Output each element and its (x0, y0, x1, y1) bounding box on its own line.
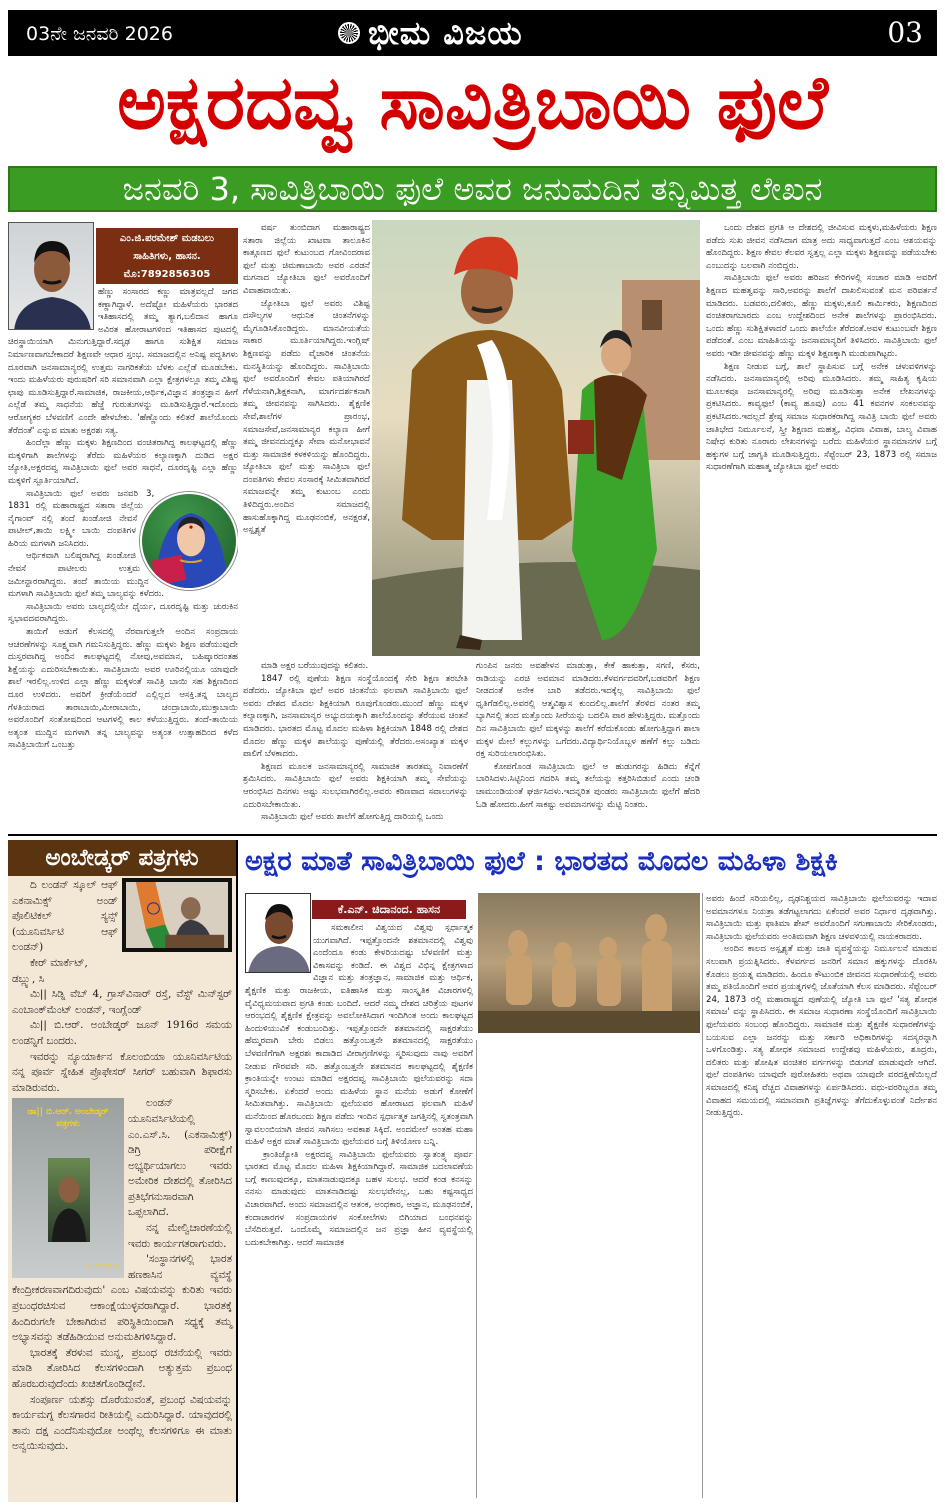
article1-column-2 (243, 222, 370, 647)
paragraph: ಒಂದು ದೇಶದ ಪ್ರಗತಿ ಆ ದೇಶದಲ್ಲಿ ಜೀವಿಸುವ ಮಕ್ಕಳು,ಮಹಿಳೆಯರು ಶಿಕ್ಷಣ ಪಡೆದು ಸುಖ ಜೀವನ ನಡೆಸಿದಾಗ ಮಾತ್ರ ಅದು ಸಾಧ್ಯವಾಗುತ್ತದೆ ಎಂಬ ಆಶಯವನ್ನು ಹೊಂದಿದ್ದರು. ಶಿಕ್ಷಣ ಕೇವಲ ಕೆಲವರ ಸ್ವತ್ತಲ್ಲ ಎಲ್ಲಾ ಮಕ್ಕಳು ಶಿಕ್ಷಣವನ್ನು ಪಡೆಯಬೇಕು ಎಂಬುದನ್ನು ಬಲವಾಗಿ ನಂಬಿದ್ದರು. (706, 223, 937, 271)
paragraph: ಆರ್ಥಿಕವಾಗಿ ಬಲಿಷ್ಠರಾಗಿದ್ದ ಖಂಡೋಜಿ ನೇವಸೆ ಪಾಟೀಲರು ಉತ್ತಮ ಜಮೀನ್ದಾರರಾಗಿದ್ದರು. ತಂದೆ ತಾಯಿಯ ಮುದ್ದಿನ ಮಗಳಾಗಿ ಸಾವಿತ್ರಿಬಾಯಿ ಫುಲೆ ತಮ್ಮ ಬಾಲ್ಯವನ್ನು ಕಳೆದರು. (8, 551, 165, 600)
article2-column-3 (706, 893, 937, 1498)
paragraph: ಸಾವಿತ್ರಿಬಾಯಿ ಅವರು ಬಾಲ್ಯದಲ್ಲಿಯೇ ಧೈರ್ಯ, ದೂರದೃಷ್ಟಿ ಮತ್ತು ಚುರುಕಿನ ಸ್ವಭಾವದವರಾಗಿದ್ದರು. (8, 601, 238, 625)
newspaper-logo (338, 14, 523, 52)
paragraph: ದಿ ಲಂಡನ್ ಸ್ಕೂಲ್ ಆಫ್ ಎಕನಾಮಿಕ್ಸ್ ಅಂಡ್ ಪೊಲಿಟಿಕಲ್ ಸ್ಯನ್ಸ್ (ಯೂನಿವರ್ಸಿಟಿ ಆಫ್ ಲಂಡನ್) (12, 879, 118, 954)
ambedkar-desk-image (126, 882, 228, 948)
masthead-bar (8, 10, 937, 56)
paragraph: ನನ್ನ ಮೇಲ್ವಿಚಾರಣೆಯಲ್ಲಿ ಇವರು ಕಾರ್ಯಗತರಾಗುವರು. (128, 1222, 232, 1250)
column-rule (702, 893, 703, 1498)
paragraph: ಹೆಣ್ಣು ಸಂಸಾರದ ಕಣ್ಣು ಮಾತ್ರವಲ್ಲದೆ ಜಗದ ಕಣ್ಣಾಗಿದ್ದಾಳೆ. ಅದೆಷ್ಟೋ ಮಹಿಳೆಯರು ಭಾರತದ ಇತಿಹಾಸದಲ್ಲಿ ತಮ್ಮ ತ್ಯಾಗ,ಬಲಿದಾನ ಹಾಗೂ ಅವಿರತ ಹೋರಾಟಗಳಿಂದ ಇತಿಹಾಸದ ಪುಟದಲ್ಲಿ ಚಿರಸ್ಥಾಯಿಯಾಗಿ ಮಿನುಗುತ್ತಿದ್ದಾರೆ.ಸದೃಢ ಹಾಗೂ ಸುಶಿಕ್ಷಿತ ಸಮಾಜ ನಿರ್ಮಾಣವಾಗಬೇಕಾದರೆ ಶಿಕ್ಷಣವೇ ಆಧಾರ ಸ್ತಂಭ. ಸಮಾಜದಲ್ಲಿನ ಅನಿಷ್ಟ ಪದ್ಧತಿಗಳು ದೂರವಾಗಿ ಜನಸಾಮಾನ್ಯರಲ್ಲಿ ಉತ್ತಮ ನಾಗರಿಕತೆಯ ಬೆಳಕು ಎಲ್ಲೆಡೆ ಮೂಡಬೇಕು. ಇಂದು ಮಹಿಳೆಯರು ಪುರುಷರಿಗೆ ಸರಿ ಸಮಾನವಾಗಿ ಎಲ್ಲಾ ಕ್ಷೇತ್ರಗಳಲ್ಲೂ ತಮ್ಮ ವಿಶಿಷ್ಟ ಛಾಪು ಮೂಡಿಸುತ್ತಿದ್ದಾರೆ.ಸಾಮಾಜಿಕ, ರಾಜಕೀಯ,ಆರ್ಥಿಕ,ವಿಜ್ಞಾನ ತಂತ್ರಜ್ಞಾನ ಹೀಗೆ ಎಲ್ಲೆಡೆ ತಮ್ಮ ಸಾಧನೆಯ ಹೆಜ್ಜೆ ಗುರುತುಗಳನ್ನು ಮೂಡಿಸುತ್ತಿದ್ದಾರೆ.ಇದೊಂದು ಆರೋಗ್ಯಕರ ಬೆಳವಣಿಗೆ ಎಂದೇ ಹೇಳಬೇಕು. 'ಹೆಣ್ಣೊಂದು ಕಲಿತರೆ ಶಾಲೆಯೊಂದು ತೆರೆದಂತೆ' ಎನ್ನುವ ಮಾತು ಅಕ್ಷರಶಃ ಸತ್ಯ. (8, 287, 238, 436)
paragraph: ಸಂಪೂರ್ಣ ಯಶಸ್ಸು ದೊರೆಯುವಂತೆ, ಪ್ರಬಂಧ ವಿಷಯವನ್ನು ಕಾರ್ಯಮಗ್ನ ಕೆಲಸಗಾರನ ರೀತಿಯಲ್ಲಿ ಎದುರಿಸಿದ್ದಾರೆ. ಯಾವುದರಲ್ಲಿ ತಾನು ದಕ್ಷ ಎಂದೆನಿಸುವುದೋ ಅಂಥೆಲ್ಲ ಕೆಲಸಗಳಿಗೂ ಈ ಮಾತು ಅನ್ವಯಿಸುವುದು. (12, 1393, 232, 1453)
savitribai-sculpture-image (478, 893, 700, 1033)
article2-author-byline: ಕೆ.ಎನ್. ಚಿದಾನಂದ. ಹಾಸನ (312, 900, 466, 919)
article1-column-4 (706, 222, 937, 830)
article1-column-1 (8, 222, 238, 830)
paragraph: ಭಾರತಕ್ಕೆ ತೆರಳುವ ಮುನ್ನ, ಪ್ರಬಂಧ ರಚನೆಯಲ್ಲಿ ಇವರು ಮಾಡಿ ತೋರಿಸಿದ ಕೆಲಸಗಳಿಂದಾಗಿ ಅತ್ಯುತ್ತಮ ಪ್ರಬಂಧ ಹೊರಬರುವುದೆಂದು ಖಚಿತಗೊಂಡಿದ್ದೇನೆ. (12, 1346, 232, 1390)
ashoka-chakra-icon (338, 22, 360, 44)
author-role: ಸಾಹಿತಿಗಳು, ಹಾಸನ. (133, 251, 201, 262)
ambedkar-portrait (48, 1158, 90, 1242)
jyotiba-savitribai-painting (372, 220, 700, 656)
sculpture-illustration (478, 893, 700, 1033)
ambedkar-letters-book-cover (12, 1098, 124, 1278)
paragraph: ಡಬ್ಲ್ಯು, ಸಿ (12, 972, 45, 985)
paragraph: ಕೇರ್ ಮಾರ್ಕೆಟ್, (30, 956, 88, 969)
paragraph: ಮಾಡಿ ಅಕ್ಷರ ಬರೆಯುವುದನ್ನು ಕಲಿತರು. (261, 661, 369, 671)
paragraph: ಇವರನ್ನು ನ್ಯೂಯಾರ್ಕಿನ ಕೊಲಂಬಿಯಾ ಯೂನಿವರ್ಸಿಟಿಯ ನನ್ನ ಪೂರ್ವ ಸ್ನೇಹಿತ ಪ್ರೊಫೇಸರ್ ಸೀಗರ್ ಬಹುವಾಗಿ ಶಿಫಾರಸು ಮಾಡಿರುವರು. (12, 1050, 232, 1094)
paragraph: ಗುಂಪಿನ ಜನರು ಅವಹೇಳನ ಮಾಡುತ್ತಾ, ಕೇಕೆ ಹಾಕುತ್ತಾ, ಸಗಣಿ, ಕೆಸರು, ರಾಡಿಯನ್ನು ಎರಚಿ ಅವಮಾನ ಮಾಡಿದರು.ಕೆಳವರ್ಗದವರಿಗೆ,ಬಡವರಿಗೆ ಶಿಕ್ಷಣ ನೀಡದಂತೆ ಅನೇಕ ಬಾರಿ ತಡೆದರು.ಇದಕ್ಕೆಲ್ಲ ಸಾವಿತ್ರಿಬಾಯಿ ಫುಲೆ ಧೃತಿಗೆಡಲಿಲ್ಲ.ಅವರಲ್ಲಿ ಆತ್ಮವಿಶ್ವಾಸ ಕುಂದಲಿಲ್ಲ.ಶಾಲೆಗೆ ತೆರಳಿದ ನಂತರ ತಮ್ಮ ಬ್ಯಾಗಿನಲ್ಲಿ ತಂದ ಮತ್ತೊಂದು ಸೀರೆಯನ್ನು ಬದಲಿಸಿ ಪಾಠ ಹೇಳುತ್ತಿದ್ದರು. ಮತ್ತೊಂದು ದಿನ ಸಾವಿತ್ರಿಬಾಯಿ ಫುಲೆ ಮಕ್ಕಳನ್ನು ಶಾಲೆಗೆ ಕರೆದುಕೊಂಡು ಹೋಗುತ್ತಿದ್ದಾಗ ಶಾಲಾ ಮಕ್ಕಳ ಮೇಲೆ ಕಲ್ಲುಗಳನ್ನು ಒಗೆದರು.ವಿದ್ಯಾರ್ಥಿನಿಯೊಬ್ಬಳ ಹಣೆಗೆ ಕಲ್ಲು ಬಡಿದು ರಕ್ತ ಸುರಿಯಲಾರಂಭಿಸಿತು. (476, 661, 700, 760)
ambedkar-letters-column (8, 840, 238, 1502)
ambedkar-photo (122, 878, 232, 952)
paragraph: ಲಂಡನ್ ಯೂನಿವರ್ಸಿಟಿಯಲ್ಲಿ ಎಂ.ಎಸ್.ಸಿ. (ಎಕನಾಮಿಕ್ಸ್) ಡಿಗ್ರಿ ಪರೀಕ್ಷೆಗೆ ಅಭ್ಯರ್ಥಿಯಾಗಲು ಇವರು ಅಮೇರಿಕ ದೇಶದಲ್ಲಿ ತೋರಿಸಿದ ಪ್ರತಿಭೆಗನುಸಾರವಾಗಿ ಒಪ್ಪಲಾಗಿದೆ. (128, 1097, 232, 1219)
section-divider (8, 834, 937, 836)
paragraph: ಸಮಕಾಲೀನ ವಿಶ್ವಯದ ವಿಶ್ವವು ಸ್ಪರ್ಧಾತ್ಮಕ ಯುಗವಾಗಿದೆ. ಇಪ್ಪತ್ತೊಂದನೇ ಶತಮಾನದಲ್ಲಿ ವಿಶ್ವವು ಎಂದೆಂದೂ ಕಂಡು ಕೇಳರಿಯದಷ್ಟು ಬೆಳವಣಿಗೆ ಮತ್ತು ವಿಕಾಸವನ್ನು ಕಂಡಿದೆ. ಈ ವಿಶ್ವದ ವಿಭಿನ್ನ ಕ್ಷೇತ್ರಗಳಾದ ವಿಜ್ಞಾನ ಮತ್ತು ತಂತ್ರಜ್ಞಾನ, ಸಾಮಾಜಿಕ ಮತ್ತು ಆರ್ಥಿಕ, ಶೈಕ್ಷಣಿಕ ಮತ್ತು ರಾಜಕೀಯ, ಐತಿಹಾಸಿಕ ಮತ್ತು ಸಾಂಸ್ಕೃತಿಕ ವಿಚಾರಗಳಲ್ಲಿ ವೈವಿಧ್ಯಮಯವಾದ ಪ್ರಗತಿ ಕಂಡು ಬಂದಿದೆ. ಆದರೆ ನಮ್ಮ ದೇಶದ ಚರಿತ್ರೆಯ ಪುಟಗಳ ಆರಂಭದಲ್ಲಿ ಶೈಕ್ಷಣಿಕ ಕ್ಷೇತ್ರವನ್ನು ಅವಲೋಕಿಸಿದಾಗ ಇಂದಿಗಿಂತ ಅಂದು ಕಾಲಘಟ್ಟದ ಹಿಂದುಳಿಯುವಿಕೆ ಕಂಡುಬಂದಿತ್ತು. ಇಪ್ಪತ್ತೊಂದನೇ ಶತಮಾನದಲ್ಲಿ ಸಾಕ್ಷರತೆಯು ಹೆಮ್ಮರವಾಗಿ ಬೇರು ಬಿಡಲು ಹತ್ತೊಂಬತ್ತನೇ ಶತಮಾನದಲ್ಲಿ ಸಾಕ್ಷರತೆಯು ಬೆಳವಣಿಗೆಗಾಗಿ ಅಕ್ಷರಶಃ ಕಾದಾಡಿದ ವೀರಾಗ್ರಣಿಗಳನ್ನು ಸ್ಮರಿಸುವುದು ನಾವು ಅವರಿಗೆ ನೀಡುವ ಗೌರವವೇ ಸರಿ. ಹತ್ತೊಂಬತ್ತನೇ ಶತಮಾನದ ಕಾಲಘಟ್ಟದಲ್ಲಿ ಶೈಕ್ಷಣಿಕ ಕ್ರಾಂತಿಯನ್ನೇ ಉಂಟು ಮಾಡಿದ ಅಕ್ಷರದವ್ವ ಸಾವಿತ್ರಿಬಾಯಿ ಫುಲೆಯವರನ್ನು ಸದಾ ಸ್ಮರಿಸಬೇಕು. ಏಕೆಂದರೆ ಅಂದು ಮಹಿಳೆಯ ಸ್ಥಾನ ಮನೆಯ ಅಡುಗೆ ಕೋಣೆಗೆ ಸೀಮಿತವಾಗಿತ್ತು. ಸಾವಿತ್ರಿಬಾಯಿ ಫುಲೆಯವರ ಹೋರಾಟದ ಫಲವಾಗಿ ಮಹಿಳೆ ಮನೆಯಿಂದ ಹೊರಬಂದು ಶಿಕ್ಷಣ ಪಡೆದು ಇಂದಿನ ಸ್ಪರ್ಧಾತ್ಮಕ ಜಗತ್ತಿನಲ್ಲಿ ಸ್ವತಂತ್ರವಾಗಿ ಸ್ವಾವಲಂಬಿಯಾಗಿ ಜೀವನ ಸಾಗಿಸಲು ಅವಕಾಶ ಸಿಕ್ಕಿದೆ. ಅಂದಮೇಲೆ ಅಂತಹ ಮಹಾ ಮಹಿಳೆ ಅಕ್ಷರ ಮಾತೆ ಸಾವಿತ್ರಿಬಾಯಿ ಫುಲೆಯವರ ಬಗ್ಗೆ ತಿಳಿಯೋಣ ಬನ್ನಿ. (245, 923, 473, 1148)
paragraph: ಮಿ|| ಬಿ.ಆರ್. ಅಂಬೇಡ್ಕರ್ ಜೂನ್ 1916ರ ಸಮಯ ಲಂಡನ್ನಿಗೆ ಬಂದರು. (12, 1019, 232, 1047)
paragraph: ಶಿಕ್ಷಣ ನೀಡುವ ಬಗ್ಗೆ, ಶಾಲೆ ಸ್ಥಾಪಿಸುವ ಬಗ್ಗೆ ಅನೇಕ ಚಳುವಳಿಗಳನ್ನು ನಡೆಸಿದರು. ಜನಸಾಮಾನ್ಯರಲ್ಲಿ ಅರಿವು ಮೂಡಿಸಿದರು. ತಮ್ಮ ಸಾಹಿತ್ಯ ಕೃಷಿಯ ಮೂಲಕವೂ ಜನಸಾಮಾನ್ಯರಲ್ಲಿ ಅರಿವು ಮೂಡಿಸುತ್ತಾ ಅನೇಕ ಲೇಖನಗಳನ್ನು ಪ್ರಕಟಿಸಿದರು. ಕಾವ್ಯಫುಲೆ (ಕಾವ್ಯ ಹೂವು) ಎಂಬ 41 ಕವನಗಳ ಸಂಕಲನವನ್ನು ಪ್ರಕಟಿಸಿದರು.ಇದಲ್ಲದೆ ಶ್ರೇಷ್ಠ ಸಮಾಜ ಸುಧಾರಕರಾಗಿದ್ದ ಸಾವಿತ್ರಿ ಬಾಯಿ ಫುಲೆ ಅವರು ಜಾತಿಭೇದ ನಿರ್ಮೂಲನೆ, ಸ್ತ್ರೀ ಶಿಕ್ಷಣದ ಮಹತ್ವ, ವಿಧವಾ ವಿವಾಹ, ಬಾಲ್ಯ ವಿವಾಹ ನಿಷೇಧ ಕುರಿತು ನೂರಾರು ಲೇಖನಗಳನ್ನು ಬರೆದು ಮಹಿಳೆಯರ ಸ್ಥಾನಮಾನಗಳ ಬಗ್ಗೆ ಹಕ್ಕುಗಳ ಬಗ್ಗೆ ಜಾಗೃತಿ ಮೂಡಿಸುತ್ತಿದ್ದರು. ಸೆಪ್ಟೆಂಬರ್ 23, 1873 ರಲ್ಲಿ ಸಮಾಜ ಸುಧಾರಣೆಗಾಗಿ ಮಹಾತ್ಮ ಜ್ಯೋತಿಬಾ ಫುಲೆ ಅವರು (706, 361, 937, 473)
column-rule (476, 1040, 477, 1498)
paragraph: ಹಿಂದೆಲ್ಲಾ ಹೆಣ್ಣು ಮಕ್ಕಳು ಶಿಕ್ಷಣದಿಂದ ವಂಚಿತರಾಗಿದ್ದ ಕಾಲಘಟ್ಟದಲ್ಲಿ ಹೆಣ್ಣು ಮಕ್ಕಳಿಗಾಗಿ ಶಾಲೆಗಳನ್ನು ತೆರೆದು ಮಹಿಳೆಯರ ಕಲ್ಯಾಣಕ್ಕಾಗಿ ದುಡಿದ ಅಕ್ಷರ ಜ್ಯೋತಿ,ಅಕ್ಷರದವ್ವ ಸಾವಿತ್ರಿಬಾಯಿ ಫುಲೆ ಅವರ ಸಾಧನೆ, ದೂರದೃಷ್ಟಿ ಎಲ್ಲಾ ಹೆಣ್ಣು ಮಕ್ಕಳಿಗೆ ಸ್ಪೂರ್ತಿಯಾಗಿದೆ. (8, 438, 238, 486)
paragraph: ತಾಯಿಗೆ ಅಡುಗೆ ಕೆಲಸದಲ್ಲಿ ನೆರವಾಗುತ್ತಲೇ ಅಂದಿನ ಸಂಪ್ರದಾಯ ಆಚರಣೆಗಳನ್ನು ಸೂಕ್ಷ್ಮವಾಗಿ ಗಮನಿಸುತ್ತಿದ್ದರು. ಹೆಣ್ಣು ಮಕ್ಕಳು ಶಿಕ್ಷಣ ಪಡೆಯುವುದೇ ದುಸ್ತರವಾಗಿದ್ದ ಅಂದಿನ ಕಾಲಘಟ್ಟದಲ್ಲಿ ನೋವು,ಅವಮಾನ, ಬಹಿಷ್ಕಾರದಂತಹ ಶಿಕ್ಷೆಯನ್ನು ಎದುರಿಸಬೇಕಾಯಿತು. ಸಾವಿತ್ರಿಬಾಯಿ ಅವರ ಊರಿನಲ್ಲಿಯೂ ಯಾವುದೇ ಶಾಲೆ ಇರಲಿಲ್ಲ.ಉಳಿದ ಎಲ್ಲಾ ಹೆಣ್ಣು ಮಕ್ಕಳಂತೆ ಸಾವಿತ್ರಿ ಬಾಯಿ ಸಹ ಶಿಕ್ಷಣದಿಂದ ದೂರ ಉಳಿದರು. ಅವರಿಗೆ ಕ್ರೀಡೆಯೆಂದರೆ ಎಲ್ಲಿಲ್ಲದ ಆಸಕ್ತಿ.ತನ್ನ ಬಾಲ್ಯದ ಗೆಳತಿಯರಾದ ತಾರಾಬಾಯಿ,ಮೀರಾಬಾಯಿ, ಚಂದ್ರಾಬಾಯಿ,ಮುಕ್ತಾಬಾಯಿ ಅವರೊಂದಿಗೆ ಸಂತೋಷದಿಂದ ಆಟಗಳಲ್ಲಿ ಕಾಲ ಕಳೆಯುತ್ತಿದ್ದರು. ತಂದೆ-ತಾಯಿಯ ಅತ್ಯಂತ ಮುದ್ದಿನ ಮಗಳಾಗಿ ತನ್ನ ಬಾಲ್ಯವನ್ನು ಅತ್ಯಂತ ಉತ್ಸಾಹದಿಂದ ಕಳೆದ ಸಾವಿತ್ರಿಬಾಯಿಗೆ ಒಂಬತ್ತು (8, 627, 238, 751)
paragraph: 1847 ರಲ್ಲಿ ಪುಣೆಯ ಶಿಕ್ಷಣ ಸಂಸ್ಥೆಯೊಂದಕ್ಕೆ ಸೇರಿ ಶಿಕ್ಷಣ ತರಬೇತಿ ಪಡೆದರು. ಜ್ಯೋತಿಬಾ ಫುಲೆ ಅವರ ಚಿಂತನೆಯ ಫಲವಾಗಿ ಸಾವಿತ್ರಿಬಾಯಿ ಫುಲೆ ಅವರು ದೇಶದ ಮೊದಲ ಶಿಕ್ಷಕಿಯಾಗಿ ರೂಪುಗೊಂಡರು.ಮುಂದೆ ಹೆಣ್ಣು ಮಕ್ಕಳ ಕಲ್ಯಾಣಕ್ಕಾಗಿ, ಜನಸಾಮಾನ್ಯರ ಅಭ್ಯುದಯಕ್ಕಾಗಿ ಶಾಲೆಯೊಂದನ್ನು ತೆರೆಯುವ ಚಿಂತನೆ ಮಾಡಿದರು. ಭಾರತದ ಮೊಟ್ಟ ಮೊದಲ ಮಹಿಳಾ ಶಿಕ್ಷಕಿಯಾಗಿ 1848 ರಲ್ಲಿ ದೇಶದ ಮೊದಲ ಹೆಣ್ಣು ಮಕ್ಕಳ ಶಾಲೆಯನ್ನು ಪುಣೆಯಲ್ಲಿ ತೆರೆದರು.ಅಸಂಖ್ಯಾತ ಮಕ್ಕಳ ಪಾಲಿಗೆ ಬೆಳಕಾದರು. (243, 673, 468, 760)
paragraph: ಸಾವಿತ್ರಿಬಾಯಿ ಫುಲೆ ಅವರು ಹರಿಜನ ಕೇರಿಗಳಲ್ಲಿ ಸಂಚಾರ ಮಾಡಿ ಅವರಿಗೆ ಶಿಕ್ಷಣದ ಮಹತ್ವವನ್ನು ಸಾರಿ,ಅವರನ್ನು ಶಾಲೆಗೆ ದಾಖಲಿಸುವಂತೆ ಮನ ಪರಿವರ್ತನೆ ಮಾಡಿದರು. ಬಡವರು,ದಲಿತರು, ಹೆಣ್ಣು ಮಕ್ಕಳು,ಕೂಲಿ ಕಾರ್ಮಿಕರು, ಶಿಕ್ಷಣದಿಂದ ವಂಚಿತರಾಗಬಾರದು ಎಂಬ ಉದ್ದೇಶದಿಂದ ಅನೇಕ ಶಾಲೆಗಳನ್ನು ಪ್ರಾರಂಭಿಸಿದರು. ಒಂದು ಹೆಣ್ಣು ಸುಶಿಕ್ಷಿತಳಾದರೆ ಒಂದು ಶಾಲೆಯೇ ತೆರೆದಂತೆ.ಅವಳ ಕುಟುಂಬವೇ ಶಿಕ್ಷಣ ಪಡೆದಂತೆ. ಎಂಬ ಮಾಹಿತಿಯನ್ನು ಜನಸಾಮಾನ್ಯರಿಗೆ ತಿಳಿಸಿದರು. ಸಾವಿತ್ರಿಬಾಯಿ ಫುಲೆ ಅವರು ಇಡೀ ಜೀವನವನ್ನು ಹೆಣ್ಣು ಮಕ್ಕಳ ಶಿಕ್ಷಣಕ್ಕಾಗಿ ಮುಡುಪಾಗಿಟ್ಟರು. (706, 273, 937, 359)
paragraph: ವರ್ಷ ತುಂಬಿದಾಗ ಮಹಾರಾಷ್ಟ್ರದ ಸತಾರಾ ಜಿಲ್ಲೆಯ ಖಾಟವಾ ತಾಲೂಕಿನ ಕಾತ್ಗೂಣದ ಫುಲೆ ಕುಟುಂಬದ ಗೋವಿಂದರಾವ ಫುಲೆ ಮತ್ತು ಚಿಮಣಾಬಾಯಿ ಅವರ ಎರಡನೆ ಮಗನಾದ ಜ್ಯೋತಿಬಾ ಫುಲೆ ಅವರೊಂದಿಗೆ ವಿವಾಹವಾಯಿತು. (243, 223, 370, 296)
ambedkar-portrait-icon (48, 1158, 90, 1242)
author-name: ಎಂ.ಜಿ.ಪರಮೇಶ್ ಮಡಬಲು (119, 233, 215, 244)
paragraph: ಕೋಪಗೊಂಡ ಸಾವಿತ್ರಿಬಾಯಿ ಫುಲೆ ಆ ಹುಡುಗರನ್ನು ಹಿಡಿದು ಕೆನ್ನೆಗೆ ಬಾರಿಸಿದಳು.ಸಿಟ್ಟಿನಿಂದ ಗದರಿಸಿ ತಮ್ಮ ತಲೆಯನ್ನು ಕತ್ತರಿಸಿಬಿಡುವೆ ಎಂದು ಚಂಡಿ ಚಾಮುಂಡಿಯಂತೆ ಘರ್ಜಿಸಿದಳು.ಇದನ್ನರಿತ ಪುಂಡರು ಸಾವಿತ್ರಿಬಾಯಿ ಫುಲೆಗೆ ಹೆದರಿ ಓಡಿ ಹೋದರು.ಹೀಗೆ ಸಾಕಷ್ಟು ಅವಮಾನಗಳನ್ನು ಮೆಟ್ಟಿ ನಿಂತರು. (476, 761, 700, 810)
article1-column-3 (476, 660, 700, 830)
issue-date: 03ನೇ ಜನವರಿ 2026 (26, 23, 173, 45)
paragraph: ಸಾವಿತ್ರಿಬಾಯಿ ಫುಲೆ ಅವರು ಶಾಲೆಗೆ ಹೋಗುತ್ತಿದ್ದ ದಾರಿಯಲ್ಲಿ ಒಂದು (261, 812, 444, 823)
subheadline-banner: ಜನವರಿ 3, ಸಾವಿತ್ರಿಬಾಯಿ ಫುಲೆ ಅವರ ಜನುಮದಿನ ತನ್ನಿಮಿತ್ತ ಲೇಖನ (8, 166, 937, 212)
article2-headline: ಅಕ್ಷರ ಮಾತೆ ಸಾವಿತ್ರಿಬಾಯಿ ಫುಲೆ : ಭಾರತದ ಮೊದಲ ಮಹಿಳಾ ಶಿಕ್ಷಕಿ (245, 846, 838, 877)
page-number: 03 (887, 16, 923, 49)
paragraph: ಶಿಕ್ಷಣದ ಮೂಲಕ ಜನಸಾಮಾನ್ಯರಲ್ಲಿ ಸಾಮಾಜಿಕ ತಾರತಮ್ಯ ನಿವಾರಣೆಗೆ ಶ್ರಮಿಸಿದರು. ಸಾವಿತ್ರಿಬಾಯಿ ಫುಲೆ ಅವರು ಶಿಕ್ಷಕಿಯಾಗಿ ತಮ್ಮ ಸೇವೆಯನ್ನು ಆರಂಭಿಸಿದ ದಿನಗಳು ಅಷ್ಟು ಸುಲಭವಾಗಿರಲಿಲ್ಲ.ಅವರು ಕಠಿಣವಾದ ಸವಾಲುಗಳನ್ನು ಎದುರಿಸಬೇಕಾಯಿತು. (243, 761, 468, 810)
logo-text: ಭೀಮ ವಿಜಯ (368, 13, 523, 52)
savitribai-portrait-icon (142, 494, 238, 590)
author-phone: ಮೊ:7892856305 (123, 269, 211, 280)
book-author: ಬಿ. ರಂಗಸ್ವಾಮಿ (86, 1261, 120, 1270)
paragraph: ಅಂದಿನ ಕಾಲದ ಅಸ್ಪೃಶ್ಯತೆ ಮತ್ತು ಜಾತಿ ವ್ಯವಸ್ಥೆಯನ್ನು ನಿರ್ಮೂಲನೆ ಮಾಡುವ ಸಲುವಾಗಿ ಪ್ರಯತ್ನಿಸಿದರು. ಕೆಳವರ್ಗದ ಜನರಿಗೆ ಸಮಾನ ಹಕ್ಕುಗಳನ್ನು ದೊರಕಿಸಿ ಕೊಡಲು ಪ್ರಯತ್ನ ಮಾಡಿದರು. ಹಿಂದೂ ಕೌಟುಂಬಿಕ ಜೀವನದ ಸುಧಾರಣೆಯಲ್ಲಿ ಅವರು ತಮ್ಮ ಪತಿಯೊಂದಿಗೆ ಅವರ ಪ್ರಯತ್ನಗಳಲ್ಲಿ ಜೊತೆಯಾಗಿ ಕೆಲಸ ಮಾಡಿದರು. ಸೆಪ್ಟೆಂಬರ್ 24, 1873 ರಲ್ಲಿ ಮಹಾರಾಷ್ಟ್ರದ ಪುಣೆಯಲ್ಲಿ ಜ್ಯೋತಿ ಬಾ ಫುಲೆ 'ಸತ್ಯ ಶೋಧಕ ಸಮಾಜ' ವನ್ನು ಸ್ಥಾಪಿಸಿದರು. ಈ ಸಮಾಜ ಸುಧಾರಣಾ ಸಂಸ್ಥೆಯೊಂದಿಗೆ ಸಾವಿತ್ರಿಬಾಯಿ ಫುಲೆಯವರು ಸಂಬಂಧ ಹೊಂದಿದ್ದರು. ಸಾಮಾಜಿಕ ಮತ್ತು ಶೈಕ್ಷಣಿಕ ಸುಧಾರಣೆಗಳನ್ನು ಬಯಸುವ ಎಲ್ಲಾ ಜನರನ್ನು ಮತ್ತು ಸರ್ಕಾರಿ ಅಧಿಕಾರಿಗಳನ್ನು ಸದಸ್ಯರನ್ನಾಗಿ ಒಳಗೊಂಡಿತ್ತು. ಸತ್ಯ ಶೋಧಕ ಸಮಾಜದ ಉದ್ದೇಶವು ಮಹಿಳೆಯರು, ಶೂದ್ರರು, ದಲಿತರು ಮತ್ತು ಶೋಷಿತ ವಂಚಿತರ ವರ್ಗಗಳನ್ನು ಬಿಡುಗಡೆ ಮಾಡುವುದೇ ಆಗಿದೆ. ಫುಲೆ ದಂಪತಿಗಳು ಯಾವುದೇ ಪುರೋಹಿತರು ಅಥವಾ ಯಾವುದೇ ವರದಕ್ಷಿಣೆಯಿಲ್ಲದೆ ಸಮಾಜದಲ್ಲಿ ಕನಿಷ್ಠ ವೆಚ್ಚದ ವಿವಾಹಗಳನ್ನು ಏರ್ಪಡಿಸಿದರು. ವಧು-ವರರಿಬ್ಬರೂ ತಮ್ಮ ವಿವಾಹದ ಸಮಯದಲ್ಲಿ ಸಮಾನವಾಗಿ ಪ್ರತಿಜ್ಞೆಗಳನ್ನು ತೆಗೆದುಕೊಳ್ಳುವಂತೆ ನಿರ್ದೇಶನ ನೀಡುತ್ತಿದ್ದರು. (706, 944, 937, 1119)
ambedkar-letter-text (12, 878, 232, 1455)
paragraph: ಮಿ|| ಸಿಡ್ನಿ ವೆಬ್ 4, ಗ್ರಾಸ್‌ವಿನಾರ್ ರಸ್ತೆ, ವೆಸ್ಟ್ ಮಿನ್‌ಸ್ಟರ್ ಎಂಬಾಂಕ್‌ಮೆಂಟ್ ಲಂಡನ್, ಇಂಗ್ಲೆಂಡ್ (12, 988, 232, 1016)
ambedkar-column-header: ಅಂಬೇಡ್ಕರ್ ಪತ್ರಗಳು (8, 840, 236, 876)
book-title: ಡಾ|| ಬಿ.ಆರ್. ಅಂಬೇಡ್ಕರ್ ಪತ್ರಗಳು (27, 1107, 109, 1130)
savitribai-portrait-circle (140, 492, 238, 590)
article2-column-1 (245, 922, 473, 1498)
article1-column-2-lower (243, 660, 468, 830)
paragraph: ಸಾವಿತ್ರಿಬಾಯಿ ಫುಲೆ ಅವರು ಜನವರಿ 3, 1831 ರಲ್ಲಿ ಮಹಾರಾಷ್ಟ್ರದ ಸತಾರಾ ಜಿಲ್ಲೆಯ ನೈಗಾಂವ್ ನಲ್ಲಿ ತಂದೆ ಖಂಡೋಜಿ ನೇವಸೆ ಪಾಟೀಲ್,ತಾಯಿ ಲಕ್ಷ್ಮೀ ಬಾಯಿ ದಂಪತಿಗಳ ಹಿರಿಯ ಮಗಳಾಗಿ ಜನಿಸಿದರು. (8, 488, 155, 549)
paragraph: ಕ್ರಾಂತಿಜ್ಯೋತಿ ಅಕ್ಷರದವ್ವ ಸಾವಿತ್ರಿಬಾಯಿ ಫುಲೆಯವರು ಸ್ವಾತಂತ್ರ್ಯ ಪೂರ್ವ ಭಾರತದ ಮೊಟ್ಟ ಮೊದಲ ಮಹಿಳಾ ಶಿಕ್ಷಕಿಯಾಗಿದ್ದಾರೆ. ಸಾಮಾಜಿಕ ಬದಲಾವಣೆಯ ಬಗ್ಗೆ ಕಾಣುವುದಕ್ಕೂ, ಮಾತನಾಡುವುದಕ್ಕೂ ಬಹಳ ಸುಲಭ. ಆದರೆ ಕಂಡ ಕನಸನ್ನು ನನಸು ಮಾಡುವುದು ಮಾತನಾಡಿದಷ್ಟು ಸುಲಭವೇನಲ್ಲ, ಬಹು ಕಷ್ಟಸಾಧ್ಯದ ವಿಚಾರವಾಗಿದೆ. ಅಂದು ಸಮಾಜದಲ್ಲಿನ ಆತಂಕ, ಅಂಧಕಾರ, ಅಜ್ಞಾನ, ಮೂಢನಂಬಿಕೆ, ಕಂದಾಚಾರಗಳ ಸಂಪ್ರದಾಯಗಳ ಸಂಕೋಲೆಗಳು ಬಿಗಿಯಾದ ಬಂಧನವನ್ನು ಬೆಸೆದಿರುತ್ತವೆ. ಒಂದೊಮ್ಮೆ ಸಮಾಜದಲ್ಲಿನ ಜನ ಪ್ರಜ್ಞಾ ಹೀನ ವ್ಯವಸ್ಥೆಯಲ್ಲಿ ಬದುಕಬೇಕಾಗಿತ್ತು. ಆದರೆ ಸಾಮಾಜಿಕ (245, 1149, 473, 1248)
main-headline: ಅಕ್ಷರದವ್ವ ಸಾವಿತ್ರಿಬಾಯಿ ಫುಲೆ (117, 60, 828, 146)
paragraph: 'ಸಂಸ್ಥಾನಗಳಲ್ಲಿ ಭಾರತ ಹಣಕಾಸಿನ ವ್ಯವಸ್ಥೆ ಕೇಂದ್ರೀಕರಣವಾಗದಿರುವುದು' ಎಂಬ ವಿಷಯವನ್ನು ಕುರಿತು ಇವರು ಪ್ರಬಂಧರಚಿಸುವ ಆಕಾಂಕ್ಷೆಯುಳ್ಳವರಾಗಿದ್ದಾರೆ. ಭಾರತಕ್ಕೆ ಹಿಂದಿರುಗಲೇ ಬೇಕಾಗಿರುವ ಪರಿಸ್ಥಿತಿಯಿಂದಾಗಿ ಸಧ್ಯಕ್ಕೆ ತಮ್ಮ ಅಭ್ಯಾಸವನ್ನು ತಡೆಹಿಡಿಯುವ ಅನುಮತಿಗಳಿಸಿದ್ದಾರೆ. (12, 1253, 232, 1344)
paragraph: ಜ್ಯೋತಿಬಾ ಫುಲೆ ಅವರು ವಿಶಿಷ್ಟ ದಸೌಲ್ಯಗಳ ಆಧುನಿಕ ಚಿಂತನೆಗಳನ್ನು ಮೈಗೂಡಿಸಿಕೊಂಡಿದ್ದರು. ಮಾನವೀಯತೆಯ ಸಾಕಾರ ಮೂರ್ತಿಯಾಗಿದ್ದರು.ಇಂಗ್ಲಿಷ್ ಶಿಕ್ಷಣವನ್ನು ಪಡೆದು ವೈಚಾರಿಕ ಚಿಂತನೆಯ ಮನಸ್ಥಿತಿಯನ್ನು ಹೊಂದಿದ್ದರು. ಸಾವಿತ್ರಿಬಾಯಿ ಫುಲೆ ಅವರೊಂದಿಗೆ ಕೇವಲ ಪತಿಯಾಗಿರದೆ ಗೆಳೆಯನಾಗಿ,ಶಿಕ್ಷಕನಾಗಿ, ಮಾರ್ಗದರ್ಶಕನಾಗಿ ತಮ್ಮ ಜೀವನವನ್ನು ಸಾಗಿಸಿದರು. ಶೈಕ್ಷಣಿಕ ಸೇವೆ,ಶಾಲೆಗಳ ಪ್ರಾರಂಭ, ಸಮಾಜಸೇವೆ,ಜನಸಾಮಾನ್ಯರ ಕಲ್ಯಾಣ ಹೀಗೆ ತಮ್ಮ ಜೀವನದುದ್ದಕ್ಕೂ ಸೇವಾ ಮನೋಭಾವನೆ ಮತ್ತು ಸಾಮಾಜಿಕ ಕಳಕಳಿಯನ್ನು ಹೊಂದಿದ್ದರು. ಜ್ಯೋತಿಬಾ ಫುಲೆ ಮತ್ತು ಸಾವಿತ್ರಿಬಾ ಫುಲೆ ದಂಪತಿಗಳು ಕೇವಲ ಸಂಸಾರಕ್ಕೆ ಸೀಮಿತವಾಗಿರದೆ ಸಮಾಜವನ್ನೇ ತಮ್ಮ ಕುಟುಂಬ ಎಂದು ತಿಳಿದಿದ್ದರು.ಅಂದಿನ ಸಮಾಜದಲ್ಲಿ ಹಾಸುಹೊಕ್ಕಾಗಿದ್ದ ಮೂಢನಂಬಿಕೆ, ಅನಕ್ಷರತೆ, ಅಸ್ಪೃಶ್ಯತೆ (243, 298, 370, 536)
paragraph: ಅವರು ಹಿಂದೆ ಸರಿಯಲಿಲ್ಲ, ದೃಢನಿಶ್ಚಯದ ಸಾವಿತ್ರಿಬಾಯಿ ಫುಲೆಯವರನ್ನು ಇದಾವ ಅವಮಾನಗಳೂ ನಿಯತ್ರಾ ತಡೆಗಟ್ಟಲಾಗದು ಏಕೆಂದರೆ ಅವರ ನಿರ್ಧಾರ ದೃಢವಾಗಿತ್ತು. ಸಾವಿತ್ರಿಬಾಯಿ ಮತ್ತು ಫಾತಿಮಾ ಶೇಖ್ ಅವರೊಂದಿಗೆ ಸಗುಣಾಬಾಯಿ ಸೇರಿಕೊಂಡರು, ಸಾವಿತ್ರಿಬಾಯಿ ಫುಲೆಯವರು ಅಂತಿಮವಾಗಿ ಶಿಕ್ಷಣ ಚಳವಳಿಯಲ್ಲಿ ನಾಯಕರಾದರು. (706, 894, 937, 942)
painting-illustration (372, 220, 700, 656)
